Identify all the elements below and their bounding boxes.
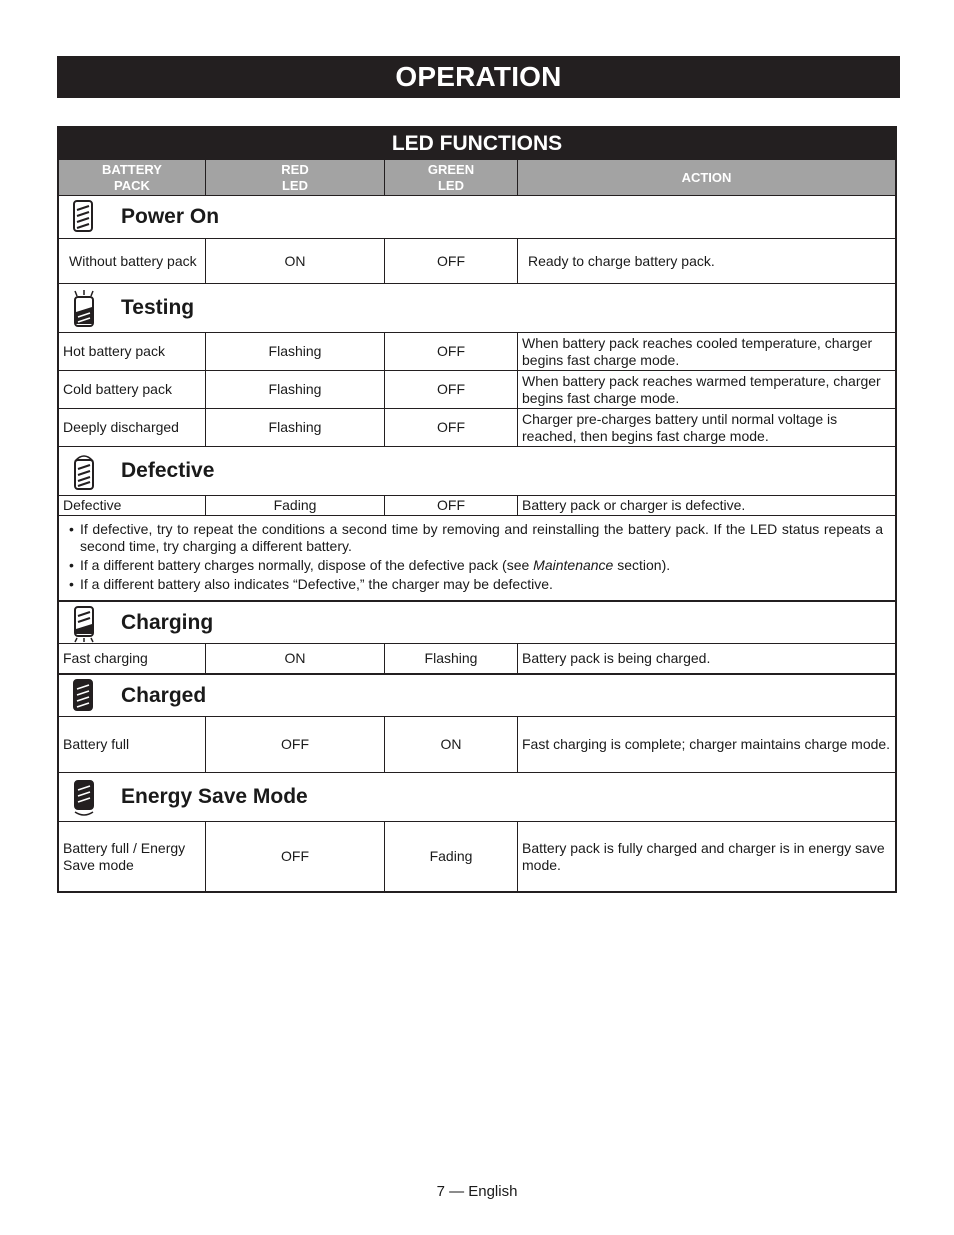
cell-red-led: OFF xyxy=(206,822,385,891)
defective-notes xyxy=(59,516,895,602)
cell-battery-pack: Hot battery pack xyxy=(59,333,206,370)
table-row xyxy=(59,409,895,447)
cell-green-led: OFF xyxy=(385,496,518,515)
section-charged xyxy=(59,675,895,717)
note-item: • If a different battery charges normally, dispose of the defective pack (see Maintenance section). xyxy=(69,557,671,573)
section-title: Testing xyxy=(121,296,195,319)
cell-green-led: OFF xyxy=(385,333,518,370)
cell-action: Ready to charge battery pack. xyxy=(528,252,715,269)
battery-energy-save-icon xyxy=(71,779,99,815)
cell-battery-pack: Fast charging xyxy=(59,644,206,673)
table-row xyxy=(59,496,895,516)
led-functions-table xyxy=(57,126,897,893)
page-footer: 7 — English xyxy=(436,1183,518,1200)
section-title: Power On xyxy=(121,205,220,228)
section-title: Charging xyxy=(121,610,214,634)
cell-battery-pack: Without battery pack xyxy=(59,239,206,283)
section-title: Charged xyxy=(121,683,207,707)
table-row xyxy=(59,717,895,773)
cell-battery-pack: Battery full / Energy Save mode xyxy=(59,822,206,891)
table-row xyxy=(59,822,895,891)
battery-charging-icon xyxy=(71,605,99,641)
note-item: • If a different battery also indicates “Defective,” the charger may be defective. xyxy=(69,576,553,592)
header-battery-pack: BATTERY PACK xyxy=(59,160,206,195)
cell-green-led: Flashing xyxy=(385,644,518,673)
cell-battery-pack: Battery full xyxy=(59,717,206,772)
cell-red-led: OFF xyxy=(206,717,385,772)
cell-action: When battery pack reaches cooled temperature, charger begins fast charge mode. xyxy=(522,334,873,368)
page-banner: OPERATION xyxy=(57,56,900,98)
battery-charged-icon xyxy=(71,678,99,714)
table-row xyxy=(59,371,895,409)
section-title: Energy Save Mode xyxy=(121,785,308,808)
header-red-led: RED LED xyxy=(206,160,385,195)
header-action: ACTION xyxy=(681,169,732,185)
section-energy-save xyxy=(59,773,895,822)
cell-battery-pack: Defective xyxy=(59,496,206,515)
cell-action: Battery pack is being charged. xyxy=(522,650,711,666)
cell-red-led: Fading xyxy=(206,496,385,515)
cell-red-led: Flashing xyxy=(206,409,385,446)
cell-battery-pack: Cold battery pack xyxy=(59,371,206,408)
battery-power-on-icon xyxy=(71,199,99,235)
table-row xyxy=(59,333,895,371)
header-green-led: GREEN LED xyxy=(385,160,518,195)
table-title: LED FUNCTIONS xyxy=(59,128,895,159)
cell-green-led: OFF xyxy=(385,371,518,408)
table-header xyxy=(59,159,895,196)
cell-action: When battery pack reaches warmed temperature, charger begins fast charge mode. xyxy=(522,372,881,406)
cell-red-led: ON xyxy=(206,644,385,673)
cell-red-led: Flashing xyxy=(206,333,385,370)
maintenance-reference: Maintenance xyxy=(533,557,614,573)
battery-defective-icon xyxy=(71,453,99,489)
cell-green-led: Fading xyxy=(385,822,518,891)
cell-green-led: ON xyxy=(385,717,518,772)
table-row xyxy=(59,239,895,284)
section-charging xyxy=(59,602,895,644)
cell-action: Charger pre-charges battery until normal voltage is reached, then begins fast charge mode. xyxy=(522,410,838,444)
cell-battery-pack: Deeply discharged xyxy=(59,409,206,446)
cell-red-led: Flashing xyxy=(206,371,385,408)
cell-action: Battery pack or charger is defective. xyxy=(522,497,746,513)
section-title: Defective xyxy=(121,459,215,482)
section-defective xyxy=(59,447,895,496)
section-power-on xyxy=(59,196,895,239)
cell-action: Battery pack is fully charged and charger is in energy save mode. xyxy=(522,839,885,873)
cell-green-led: OFF xyxy=(385,409,518,446)
note-item: • If defective, try to repeat the conditions a second time by removing and reinstalling the battery pack. If the LED status repeats a second time, try charging a different battery. xyxy=(69,521,883,554)
battery-testing-icon xyxy=(71,290,99,326)
cell-green-led: OFF xyxy=(385,239,518,283)
section-testing xyxy=(59,284,895,333)
cell-red-led: ON xyxy=(206,239,385,283)
table-row xyxy=(59,644,895,675)
cell-action: Fast charging is complete; charger maintains charge mode. xyxy=(522,736,891,752)
